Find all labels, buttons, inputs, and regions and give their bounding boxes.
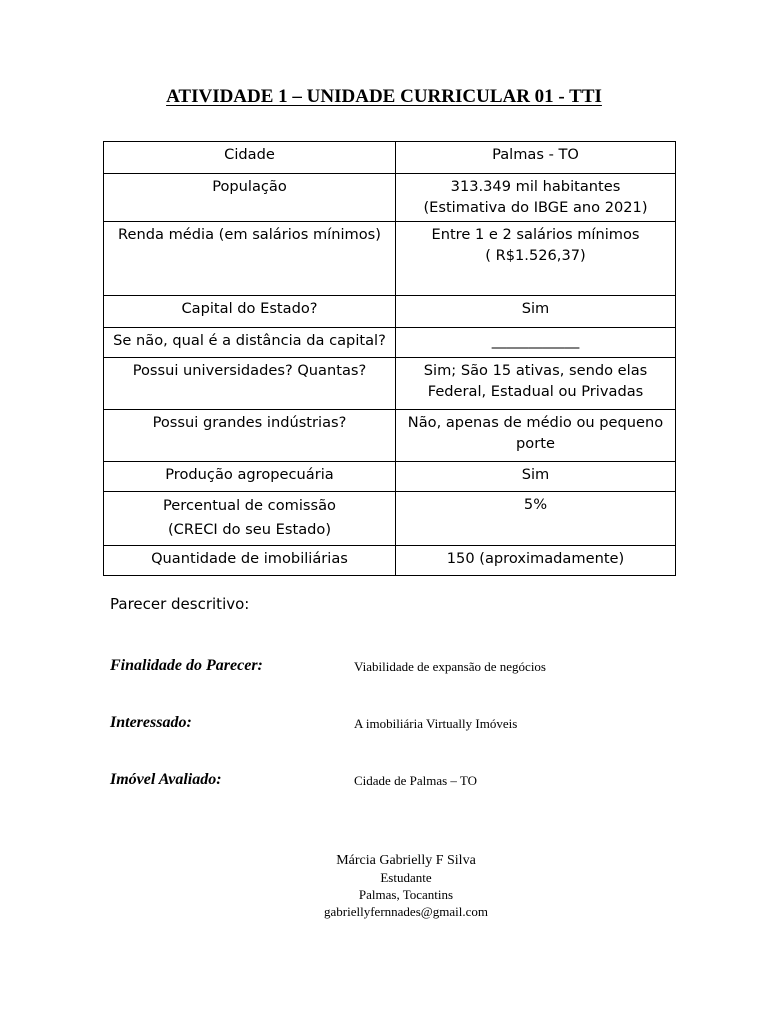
table-row	[104, 358, 676, 410]
parecer-heading: Parecer descritivo:	[110, 595, 250, 613]
row-label: Possui grandes indústrias?	[104, 410, 396, 462]
interessado-value: A imobiliária Virtually Imóveis	[354, 716, 518, 731]
row-label: Cidade	[104, 142, 396, 174]
row-value: Palmas - TO	[396, 142, 676, 174]
signer-email: gabriellyfernnades@gmail.com	[324, 904, 488, 919]
row-value: Entre 1 e 2 salários mínimos ( R$1.526,37)	[396, 222, 676, 296]
signature-block	[0, 852, 768, 920]
row-label: Percentual de comissão (CRECI do seu Estado)	[104, 492, 396, 546]
signer-location: Palmas, Tocantins	[358, 887, 454, 902]
table-row	[104, 174, 676, 222]
row-label: Capital do Estado?	[104, 296, 396, 328]
row-label: População	[104, 174, 396, 222]
table-row	[104, 462, 676, 492]
row-value: Sim	[396, 462, 676, 492]
document-title: ATIVIDADE 1 – UNIDADE CURRICULAR 01 - TTI	[166, 86, 602, 107]
table-row	[104, 492, 676, 546]
table-row	[104, 546, 676, 576]
row-value: 150 (aproximadamente)	[396, 546, 676, 576]
interessado-label: Interessado:	[110, 714, 192, 731]
row-label: Quantidade de imobiliárias	[104, 546, 396, 576]
row-value: 313.349 mil habitantes (Estimativa do IBGE ano 2021)	[396, 174, 676, 222]
imovel-avaliado-value: Cidade de Palmas – TO	[354, 773, 478, 788]
table-row	[104, 222, 676, 296]
imovel-avaliado-label: Imóvel Avaliado:	[110, 771, 222, 788]
table-row	[104, 296, 676, 328]
table-row	[104, 410, 676, 462]
row-value: Não, apenas de médio ou pequeno porte	[396, 410, 676, 462]
row-label: Renda média (em salários mínimos)	[104, 222, 396, 296]
row-value: Sim; São 15 ativas, sendo elas Federal, Estadual ou Privadas	[396, 358, 676, 410]
finalidade-label: Finalidade do Parecer:	[110, 657, 263, 674]
row-value: 5%	[396, 492, 676, 546]
table-row	[104, 328, 676, 358]
signer-role: Estudante	[380, 870, 432, 885]
row-value: ____________	[396, 328, 676, 358]
signer-name: Márcia Gabrielly F Silva	[336, 853, 476, 868]
row-label: Produção agropecuária	[104, 462, 396, 492]
finalidade-value: Viabilidade de expansão de negócios	[354, 659, 546, 674]
row-value: Sim	[396, 296, 676, 328]
table-row	[104, 142, 676, 174]
row-label: Possui universidades? Quantas?	[104, 358, 396, 410]
city-info-table	[103, 141, 676, 576]
row-label: Se não, qual é a distância da capital?	[104, 328, 396, 358]
